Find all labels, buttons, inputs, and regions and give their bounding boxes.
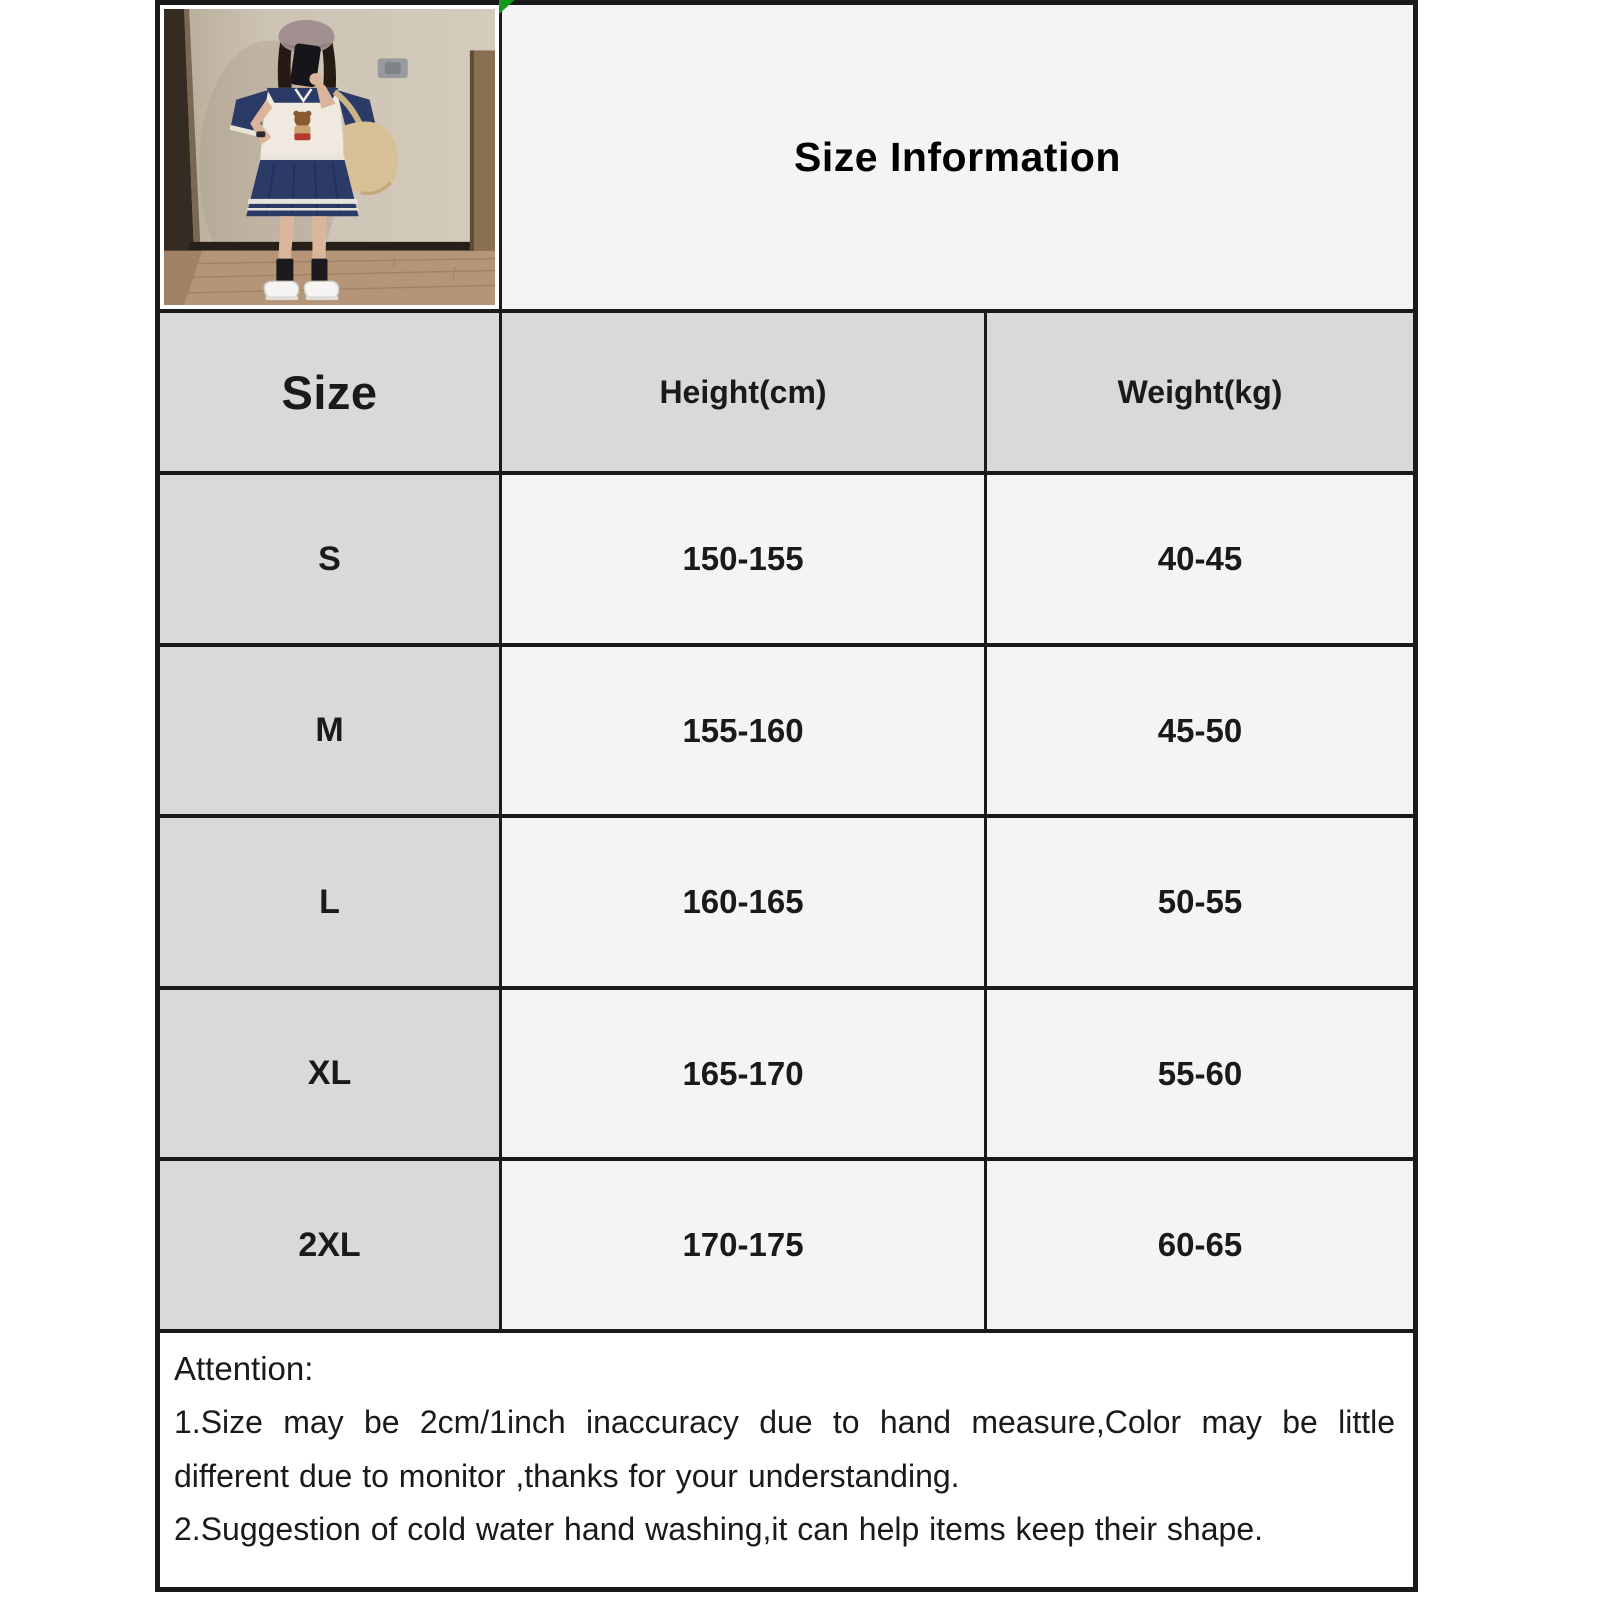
attention-heading: Attention:	[174, 1350, 314, 1387]
size-cell-xl: XL	[160, 990, 499, 1157]
size-cell-l: L	[160, 818, 499, 986]
size-cell-m: M	[160, 647, 499, 814]
size-cell-s: S	[160, 475, 499, 643]
weight-cell-xl: 55-60	[987, 990, 1413, 1157]
height-cell-s: 150-155	[502, 475, 984, 643]
page-title: Size Information	[794, 133, 1121, 180]
weight-column-header: Weight(kg)	[987, 313, 1413, 471]
size-cell-2xl: 2XL	[160, 1161, 499, 1329]
size-column-header: Size	[160, 313, 499, 471]
attention-note-1: 1.Size may be 2cm/1inch inaccuracy due to hand measure,Color may be little different due to monitor ,thanks for your understanding.	[174, 1403, 1395, 1494]
green-corner-marker-icon	[499, 0, 519, 14]
product-photo	[160, 5, 499, 309]
attention-note-2: 2.Suggestion of cold water hand washing,it can help items keep their shape.	[174, 1511, 1263, 1548]
height-column-header: Height(cm)	[502, 313, 984, 471]
weight-cell-m: 45-50	[987, 647, 1413, 814]
title-cell	[502, 5, 1413, 309]
height-cell-xl: 165-170	[502, 990, 984, 1157]
size-chart-sheet	[155, 0, 1418, 1592]
weight-cell-s: 40-45	[987, 475, 1413, 643]
height-cell-2xl: 170-175	[502, 1161, 984, 1329]
weight-cell-l: 50-55	[987, 818, 1413, 986]
product-photo-illustration	[164, 9, 495, 305]
weight-cell-2xl: 60-65	[987, 1161, 1413, 1329]
height-cell-l: 160-165	[502, 818, 984, 986]
attention-box	[160, 1333, 1413, 1587]
height-cell-m: 155-160	[502, 647, 984, 814]
